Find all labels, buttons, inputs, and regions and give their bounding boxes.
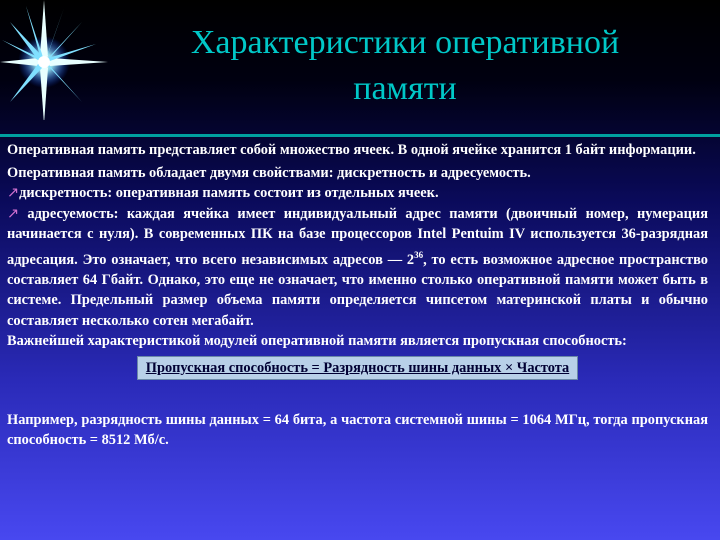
- bullet-addressability-text: адресуемость: каждая ячейка имеет индивидуальный адрес памяти (двоичный номер, нумерация начинается с нуля). В современных ПК на базе процессоров Intel Pentuim IV используется 36-разрядная адресация. Это означает, что всего независимых адресов — 2: [7, 205, 708, 268]
- arrow-bullet-icon: ↗: [7, 185, 20, 201]
- bullet-discreteness: [7, 183, 708, 204]
- arrow-bullet-icon: ↗: [7, 205, 20, 222]
- intro-paragraph: Оперативная память представляет собой множество ячеек. В одной ячейке хранится 1 байт информации.: [7, 142, 696, 158]
- exponent: 36: [414, 249, 424, 260]
- formula-container: [7, 356, 708, 380]
- title-divider: [0, 134, 720, 137]
- slide-body: [7, 140, 708, 451]
- star-burst-icon: [0, 0, 110, 120]
- slide-title: [105, 20, 705, 112]
- bullet-addressability: [7, 204, 708, 332]
- bullet-addressability-text-cont: , то есть возможное адресное пространство составляет 64 Гбайт. Однако, это еще не означает, что именно столько оперативной памяти может быть в системе. Предельный размер объема памяти определяется чипсетом материнской платы и обычно составляет несколько сотен мегабайт.: [7, 251, 708, 329]
- properties-paragraph: Оперативная память обладает двумя свойствами: дискретность и адресуемость.: [7, 164, 531, 181]
- title-line-1: Характеристики оперативной: [190, 24, 620, 61]
- bandwidth-formula: Пропускная способность = Разрядность шины данных × Частота: [137, 356, 579, 380]
- bandwidth-paragraph: Важнейшей характеристикой модулей оперативной памяти является пропускная способность:: [7, 333, 627, 350]
- bullet-discreteness-text: дискретность: оперативная память состоит из отдельных ячеек.: [19, 185, 439, 201]
- title-line-2: памяти: [353, 70, 457, 107]
- example-paragraph: Например, разрядность шины данных = 64 бита, а частота системной шины = 1064 МГц, тогда пропускная способность = 8512 Мб/с.: [7, 411, 708, 449]
